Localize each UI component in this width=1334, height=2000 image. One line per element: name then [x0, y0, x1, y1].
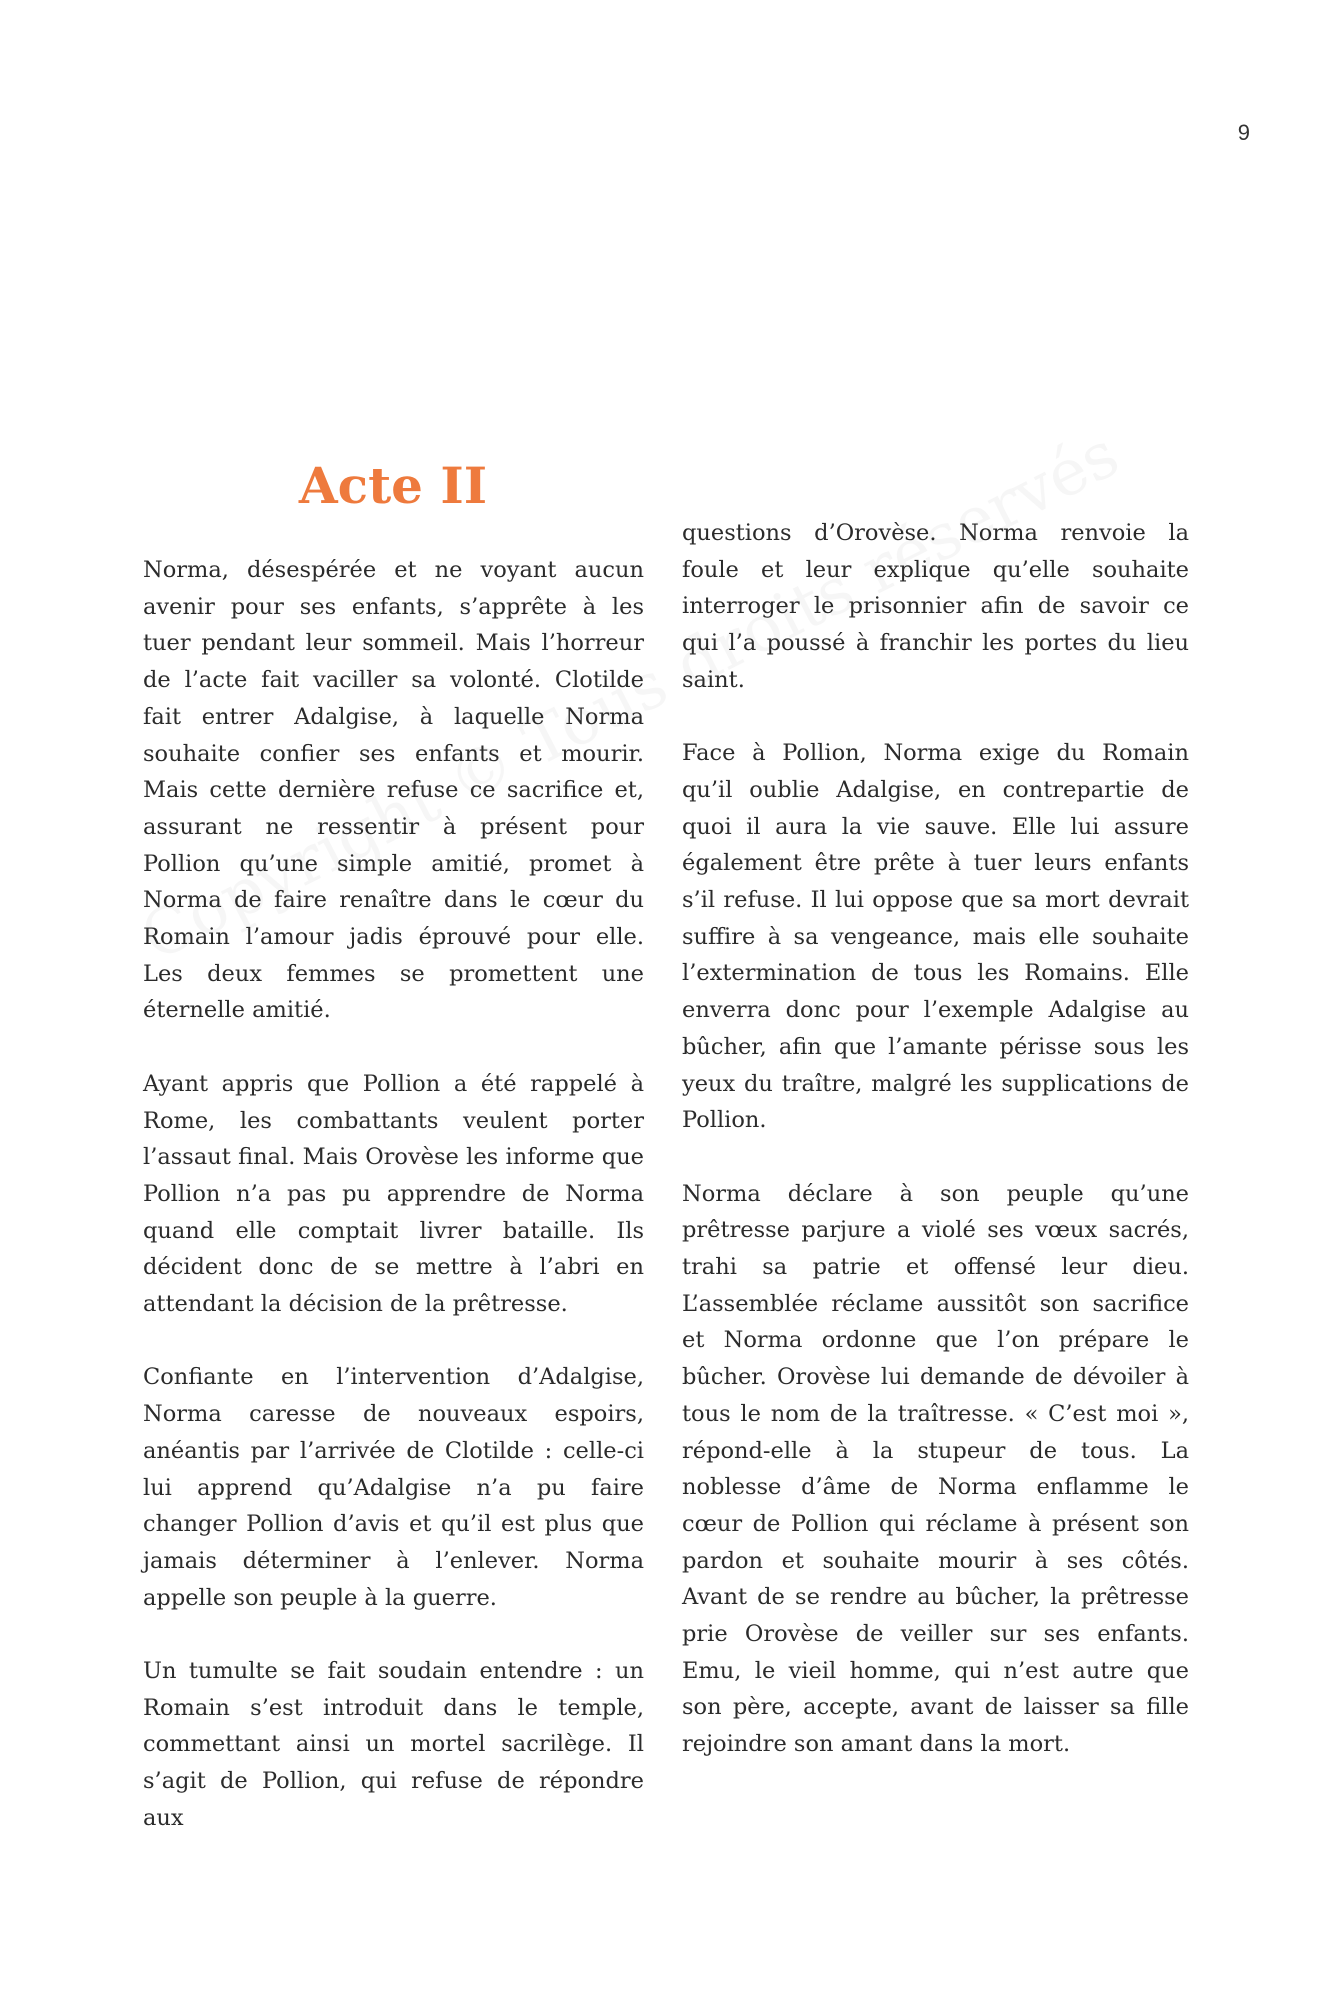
page-title: Acte II: [298, 456, 488, 515]
paragraph: Ayant appris que Pollion a été rappelé à Rome, les combattants veulent porter l’assaut final. Mais Orovèse les informe que Pollion n’a pas pu apprendre de Norma quand elle comptait livrer bataille. Ils décident donc de se mettre à l’abri en attendant la décision de la prêtresse.: [143, 1070, 644, 1318]
left-text-column: [143, 552, 644, 1837]
paragraph: Un tumulte se fait soudain entendre : un Romain s’est introduit dans le temple, commettant ainsi un mortel sacrilège. Il s’agit de Pollion, qui refuse de répondre aux: [143, 1658, 644, 1831]
paragraph: Norma, désespérée et ne voyant aucun avenir pour ses enfants, s’apprête à les tuer pendant leur sommeil. Mais l’horreur de l’acte fait vaciller sa volonté. Clotilde fait entrer Adalgise, à laquelle Norma souhaite confier ses enfants et mourir. Mais cette dernière refuse ce sacrifice et, assurant ne ressentir à présent pour Pollion qu’une simple amitié, promet à Norma de faire renaître dans le cœur du Romain l’amour jadis éprouvé pour elle. Les deux femmes se promettent une éternelle amitié.: [143, 557, 644, 1024]
right-text-column: [682, 515, 1189, 1763]
paragraph: Norma déclare à son peuple qu’une prêtresse parjure a violé ses vœux sacrés, trahi sa patrie et offensé leur dieu. L’assemblée réclame aussitôt son sacrifice et Norma ordonne que l’on prépare le bûcher. Orovèse lui demande de dévoiler à tous le nom de la traîtresse. « C’est moi », répond-elle à la stupeur de tous. La noblesse d’âme de Norma enflamme le cœur de Pollion qui réclame à présent son pardon et souhaite mourir à ses côtés. Avant de se rendre au bûcher, la prêtresse prie Orovèse de veiller sur ses enfants. Emu, le vieil homme, qui n’est autre que son père, accepte, avant de laisser sa fille rejoindre son amant dans la mort.: [682, 1180, 1189, 1758]
paragraph: Confiante en l’intervention d’Adalgise, Norma caresse de nouveaux espoirs, anéantis par l’arrivée de Clotilde : celle-ci lui apprend qu’Adalgise n’a pu faire changer Pollion d’avis et qu’il est plus que jamais déterminer à l’enlever. Norma appelle son peuple à la guerre.: [143, 1364, 644, 1611]
paragraph: questions d’Orovèse. Norma renvoie la foule et leur explique qu’elle souhaite interroger le prisonnier afin de savoir ce qui l’a poussé à franchir les portes du lieu saint.: [682, 520, 1189, 693]
page-number: 9: [1237, 120, 1250, 145]
paragraph: Face à Pollion, Norma exige du Romain qu’il oublie Adalgise, en contrepartie de quoi il aura la vie sauve. Elle lui assure également être prête à tuer leurs enfants s’il refuse. Il lui oppose que sa mort devrait suffire à sa vengeance, mais elle souhaite l’extermination de tous les Romains. Elle enverra donc pour l’exemple Adalgise au bûcher, afin que l’amante périsse sous les yeux du traître, malgré les supplications de Pollion.: [682, 740, 1189, 1134]
